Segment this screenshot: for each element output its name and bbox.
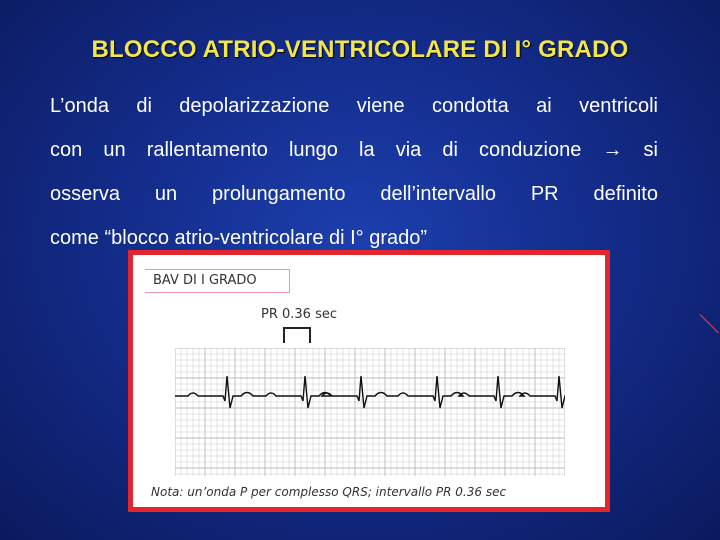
ecg-strip <box>175 348 565 476</box>
paragraph-line: osserva un prolungamento dell’intervallo PR definito <box>50 183 658 205</box>
decorative-line <box>700 314 719 333</box>
ecg-figure-frame <box>128 250 610 512</box>
slide-title: BLOCCO ATRIO-VENTRICOLARE DI I° GRADO <box>91 36 629 63</box>
ecg-figure <box>133 255 605 507</box>
slide-paragraph <box>50 84 658 260</box>
paragraph-line: con un rallentamento lungo la via di conduzione → si <box>50 139 658 161</box>
ecg-grid <box>175 348 565 476</box>
pr-interval-bracket <box>283 327 311 343</box>
ecg-trace <box>175 376 565 408</box>
paragraph-line: come “blocco atrio-ventricolare di I° grado” <box>50 227 428 249</box>
figure-label: BAV DI I GRADO <box>145 269 290 293</box>
figure-note: Nota: un’onda P per complesso QRS; intervallo PR 0.36 sec <box>151 485 507 499</box>
pr-interval-label: PR 0.36 sec <box>261 307 338 322</box>
paragraph-line: L’onda di depolarizzazione viene condotta ai ventricoli <box>50 95 658 117</box>
